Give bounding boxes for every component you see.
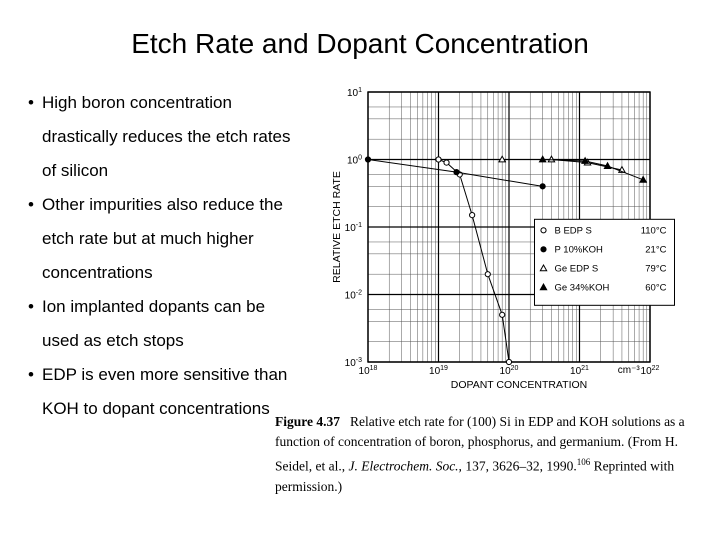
legend-temp: 79°C	[645, 263, 667, 275]
data-point	[444, 160, 449, 165]
x-axis-label: DOPANT CONCENTRATION	[450, 379, 588, 391]
series-line	[439, 160, 510, 363]
legend-marker	[541, 247, 546, 252]
y-tick-label: $10^1$	[346, 87, 362, 99]
caption-ref: 106	[576, 457, 591, 467]
figure-caption	[275, 412, 715, 497]
slide-title: Etch Rate and Dopant Concentration	[131, 28, 589, 59]
data-point	[485, 272, 490, 277]
y-tick-label: $10^0$	[346, 154, 362, 167]
x-tick-label: $10^{18}$	[358, 365, 378, 377]
x-tick-label: $10^{19}$	[429, 365, 448, 377]
data-point	[540, 184, 545, 189]
data-point	[436, 157, 441, 162]
caption-text: Relative etch rate for (100) Si in EDP and KOH solutions as a function of concentration of boron, phosphorus, and germanium. (From H. Seidel, et al.,	[275, 414, 685, 474]
caption-citation: 137, 3626–32, 1990.	[465, 458, 577, 474]
data-point	[454, 170, 459, 175]
x-tick-label: $10^{21}$	[570, 365, 589, 377]
legend-marker	[541, 228, 546, 233]
legend-label: Ge EDP S	[554, 263, 599, 275]
x-tick-label: $10^{20}$	[499, 365, 519, 377]
figure-label: Figure 4.37	[275, 414, 340, 429]
x-tick-label: $10^{22}$	[640, 365, 660, 377]
series-line	[543, 160, 644, 180]
legend-label: B EDP S	[554, 225, 592, 237]
x-unit-label: cm⁻³	[617, 365, 640, 376]
legend-label: Ge 34%KOH	[554, 282, 610, 294]
data-point	[506, 359, 511, 364]
bullet-item: • High boron concentration drastically reduces the etch rates of silicon	[28, 86, 296, 188]
bullet-item: • Ion implanted dopants can be used as etch stops	[28, 290, 296, 358]
caption-reprint: Reprinted with permission.)	[275, 458, 675, 494]
data-point	[470, 213, 475, 218]
y-tick-label: $10^{-1}$	[344, 222, 362, 234]
bullet-item: • Other impurities also reduce the etch rate but at much higher concentrations	[28, 188, 296, 290]
legend-temp: 110°C	[640, 225, 667, 237]
bullet-item: • EDP is even more sensitive than KOH to dopant concentrations	[28, 358, 296, 426]
bullet-list	[28, 86, 296, 426]
data-point	[500, 312, 505, 317]
data-point	[365, 157, 370, 162]
caption-journal: J. Electrochem. Soc.,	[348, 458, 462, 474]
y-tick-label: $10^{-3}$	[344, 357, 362, 369]
legend-label: P 10%KOH	[554, 244, 603, 256]
y-tick-label: $10^{-2}$	[344, 289, 362, 302]
etch-rate-chart	[320, 76, 700, 406]
legend-temp: 21°C	[645, 244, 667, 256]
legend-temp: 60°C	[645, 282, 667, 294]
y-axis-label: RELATIVE ETCH RATE	[331, 171, 343, 283]
